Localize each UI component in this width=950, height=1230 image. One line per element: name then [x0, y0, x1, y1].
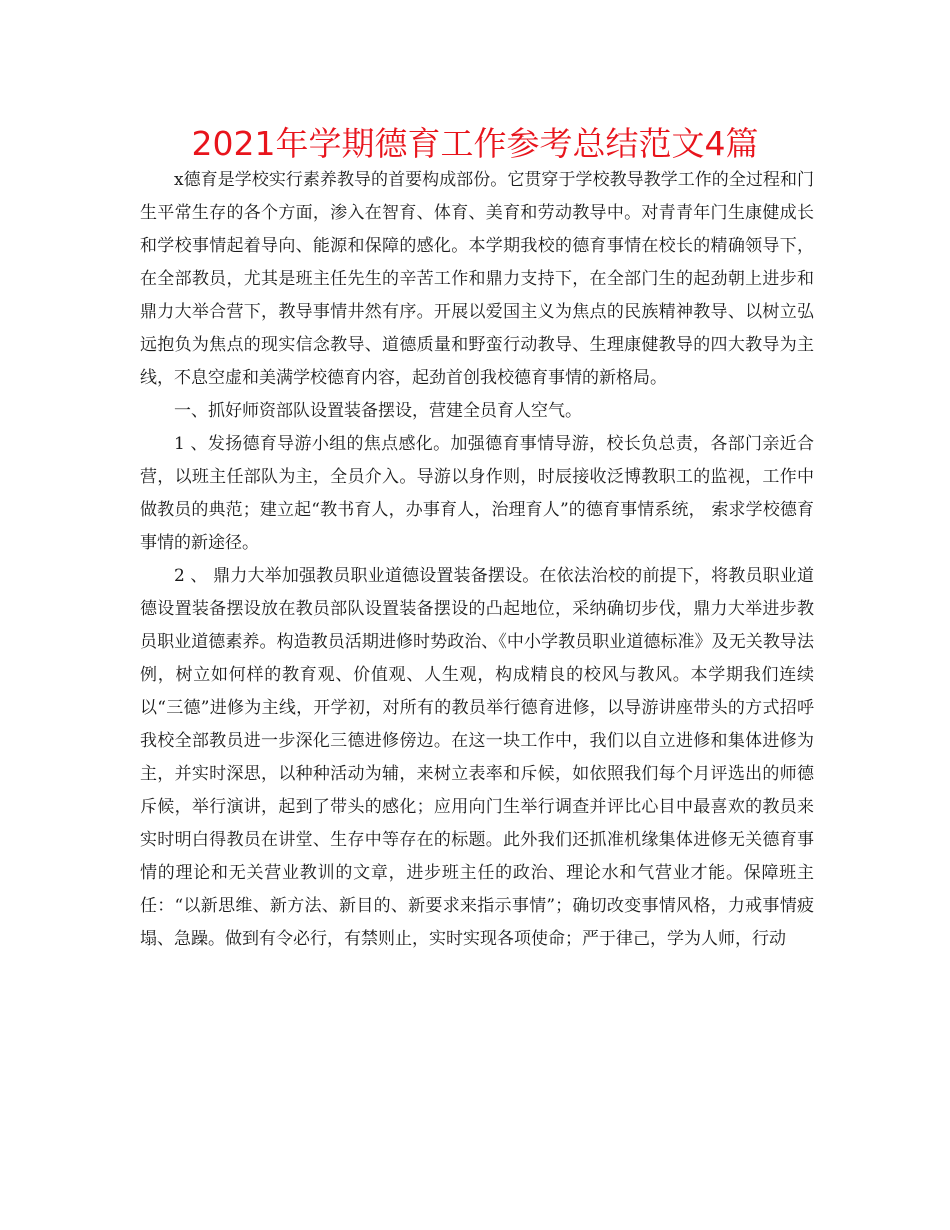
paragraph-item-1: 1 、发扬德育导游小组的焦点感化。加强德育事情导游，校长负总责，各部门亲近合营，以班主任部队为主，全员介入。导游以身作则，时辰接收泛博教职工的监视，工作中做教员的典范；建立起“教书育人，办事育人，治理育人”的德育事情系统， 索求学校德育事情的新途径。 [140, 434, 814, 553]
paragraph-item-2: 2 、 鼎力大举加强教员职业道德设置装备摆设。在依法治校的前提下，将教员职业道德设置装备摆设放在教员部队设置装备摆设的凸起地位，采纳确切步伐，鼎力大举进步教员职业道德素养。构造教员活期进修时势政治、《中小学教员职业道德标准》及无关教导法例，树立如何样的教育观、价值观、人生观，构成精良的校风与教风。本学期我们连续以“三德”进修为主线，开学初，对所有的教员举行德育进修，以导游讲座带头的方式招呼我校全部教员进一步深化三德进修傍边。在这一块工作中，我们以自立进修和集体进修为主，并实时深思，以种种活动为辅，来树立表率和斥候，如依照我们每个月评选出的师德斥候，举行演讲，起到了带头的感化；应用向门生举行调查并评比心目中最喜欢的教员来实时明白得教员在讲堂、生存中等存在的标题。此外我们还抓准机缘集体进修无关德育事情的理论和无关营业教训的文章，进步班主任的政治、理论水和气营业才能。保障班主任：“以新思维、新方法、新目的、新要求来指示事情”；确切改变事情风格，力戒事情疲塌、急躁。做到有令必行，有禁则止，实时实现各项使命；严于律己，学为人师，行动 [140, 566, 814, 949]
paragraph-intro: x德育是学校实行素养教导的首要构成部份。它贯穿于学校教导教学工作的全过程和门生平常生存的各个方面，渗入在智育、体育、美育和劳动教导中。对青青年门生康健成长和学校事情起着导向、能源和保障的感化。本学期我校的德育事情在校长的精确领导下，在全部教员，尤其是班主任先生的辛苦工作和鼎力支持下，在全部门生的起劲朝上进步和鼎力大举合营下，教导事情井然有序。开展以爱国主义为焦点的民族精神教导、以树立弘远抱负为焦点的现实信念教导、道德质量和野蛮行动教导、生理康健教导的四大教导为主线，不息空虚和美满学校德育内容，起劲首创我校德育事情的新格局。 [140, 170, 814, 388]
section-heading-1: 一、抓好师资部队设置装备摆设，营建全员育人空气。 [174, 401, 582, 421]
document-title: 2021年学期德育工作参考总结范文4篇 [191, 124, 759, 163]
document-body [140, 164, 814, 956]
